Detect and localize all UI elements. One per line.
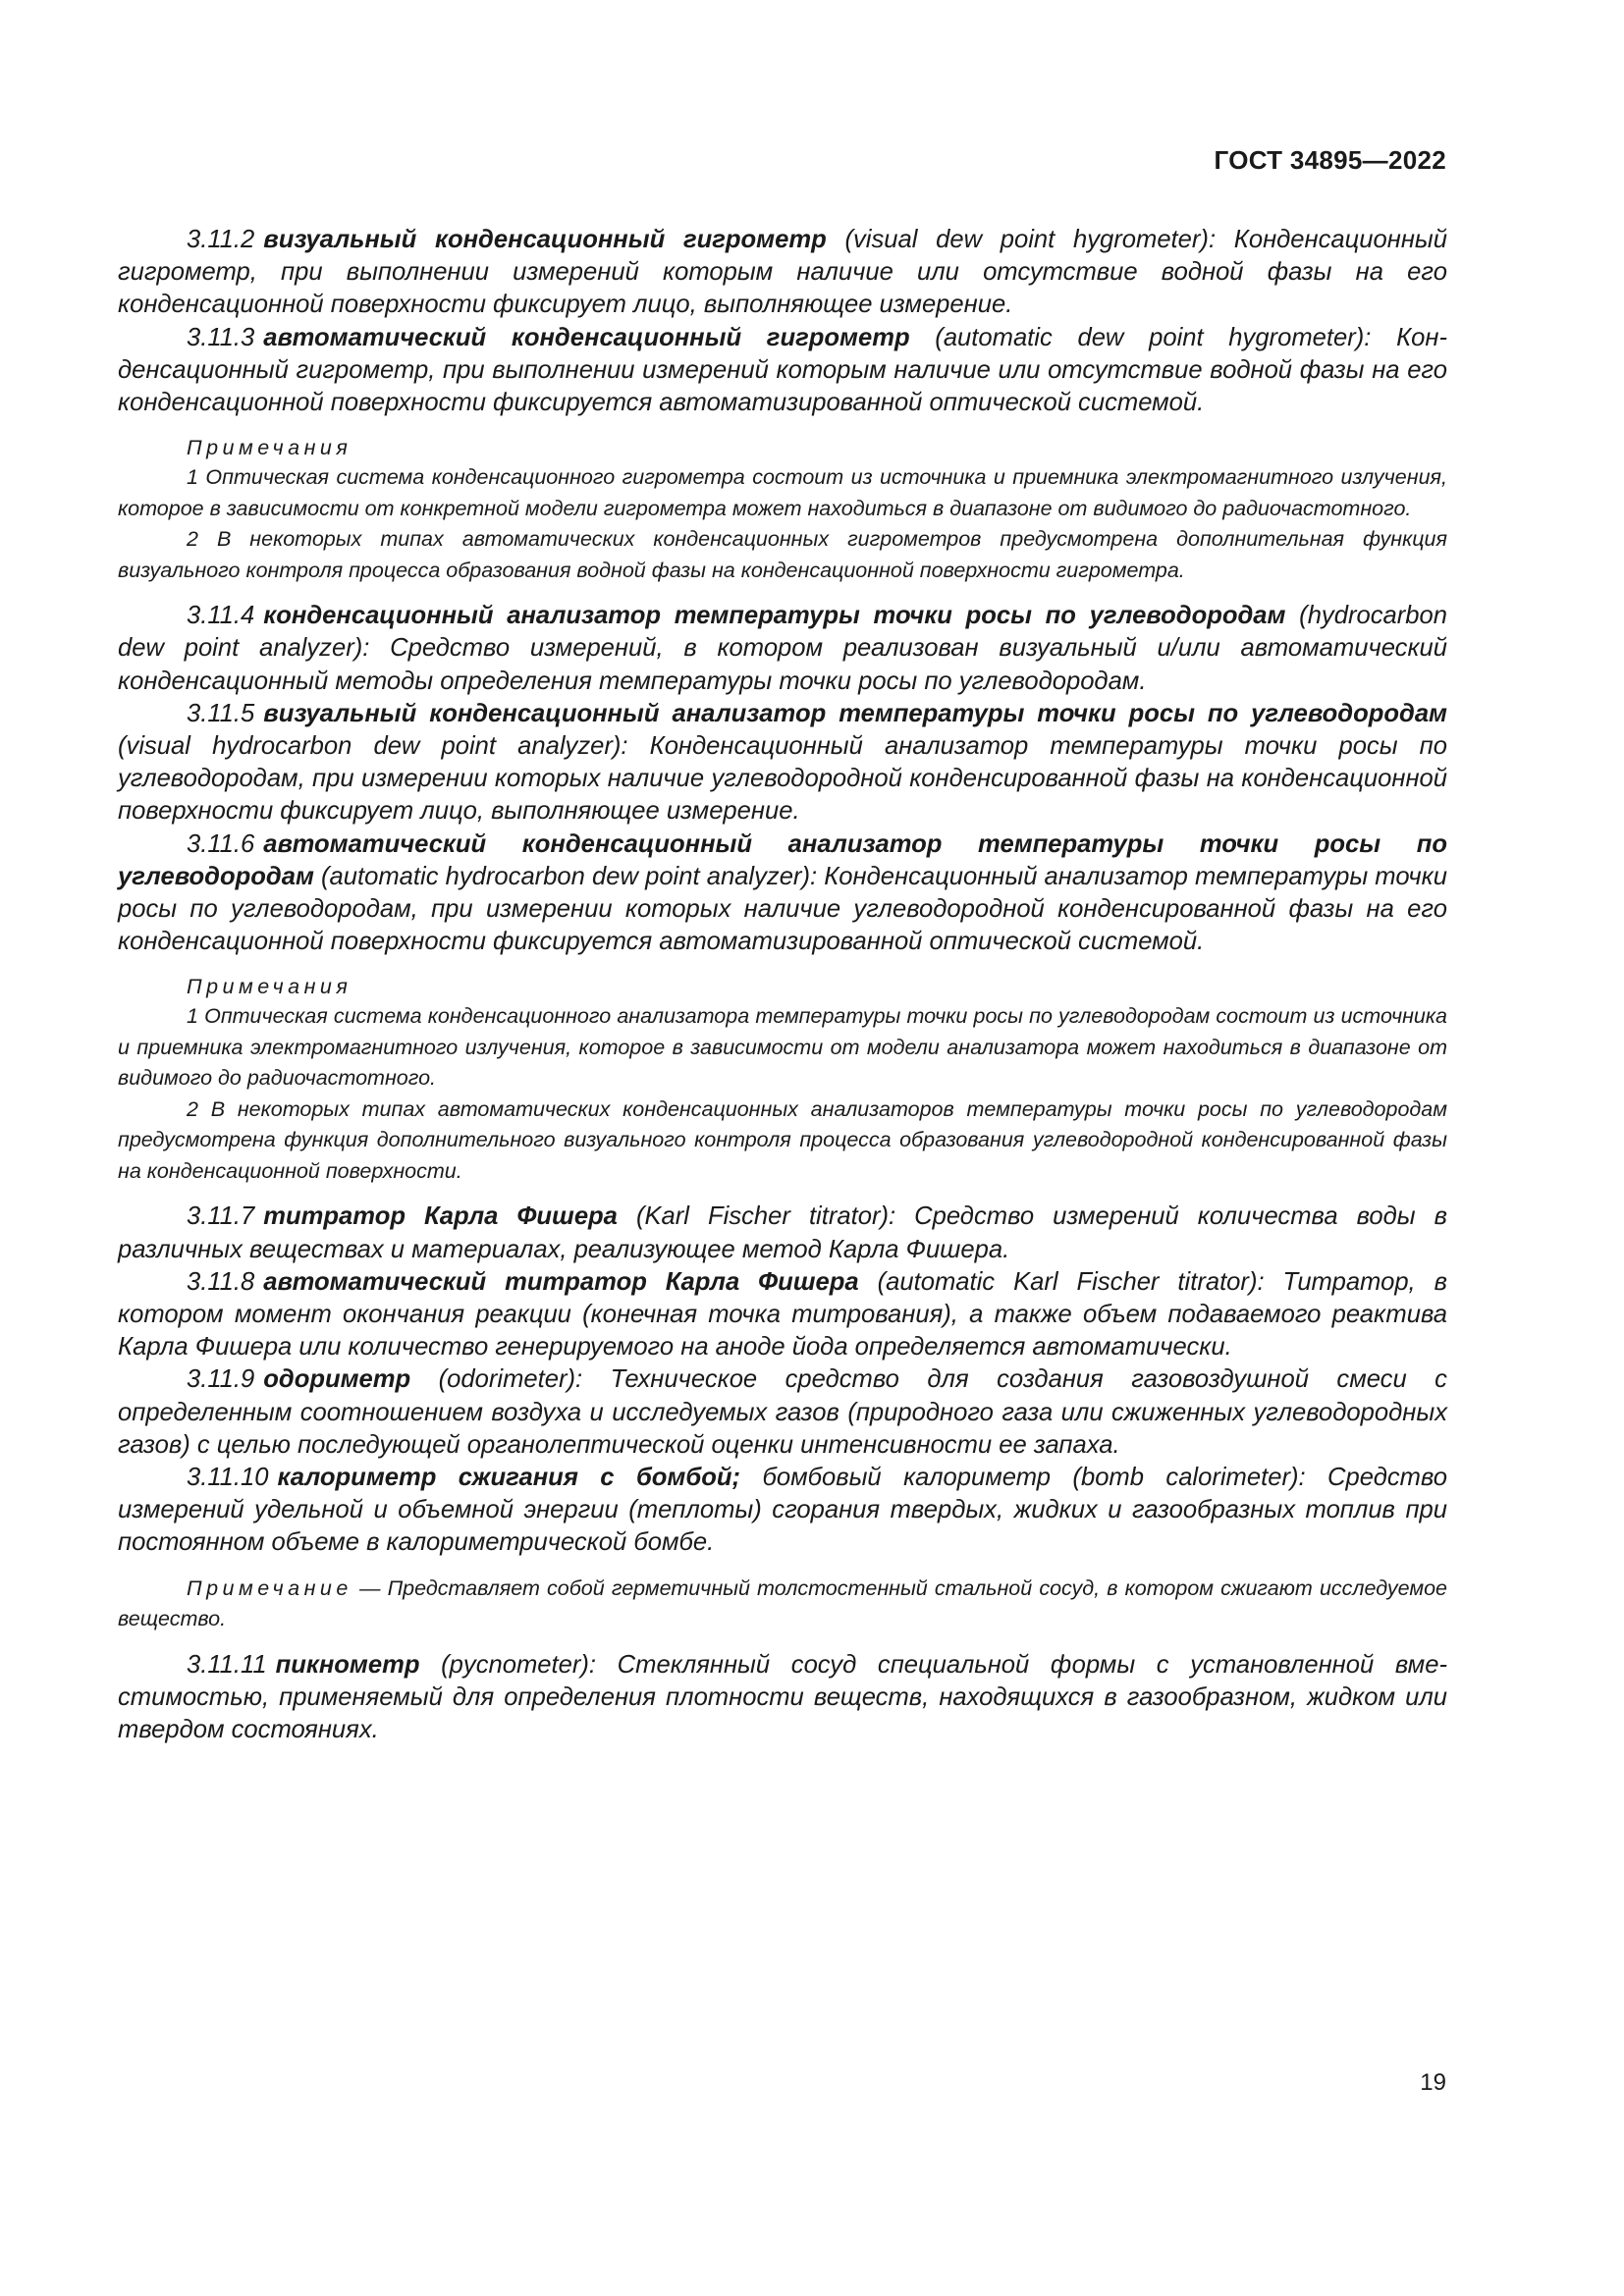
term-3-11-2 [118,224,1447,322]
term-definition: (odorimeter): Техническое средство для создания газовоздушной смеси с определенным соотношением воздуха и исследуемых газов (природного газа или сжиженных углеводородных газов) с целью последующей органолептической оценки интенсивности ее запаха. [118,1365,1447,1459]
term-number: 3.11.7 [187,1202,255,1231]
term-definition: (hydrocarbon dew point analyzer): Средство измерений, в котором реализован визуальный и/или автоматический конденсационный методы определения температуры точки росы по углеводородам. [118,602,1447,695]
term-3-11-5 [118,698,1447,828]
page-number: 19 [1420,2069,1446,2096]
term-name: автоматический конденсационный анализатор температуры точки росы по углеводородам [118,829,1447,890]
term-number: 3.11.5 [187,699,255,727]
term-number: 3.11.8 [187,1267,255,1296]
term-number: 3.11.3 [187,323,255,351]
term-3-11-3 [118,322,1447,420]
document-code: ГОСТ 34895—2022 [1214,145,1446,175]
term-definition: (pycnometer): Стеклянный сосуд специальной формы с установленной вместимостью, применяемый для определения плотности веществ, находящихся в газообразном, жидком или твердом состояниях. [118,1650,1447,1744]
term-name: одориметр [263,1365,411,1394]
term-definition: (automatic hydrocarbon dew point analyzer): Конденсационный анализатор температуры точки росы по углеводородам, при измерении которых наличие углеводородной конденсированной фазы на его конденсационной поверхности фиксируется автоматизированной оптической системой. [118,862,1447,956]
term-number: 3.11.6 [187,829,255,858]
note-item: 1 Оптическая система конденсационного анализатора температуры точки росы по углеводородам состоит из источника и приемника электромагнитного излучения, которое в зависимости от модели анализатора может находиться в диапазоне от видимого до радиочастотного. [118,1004,1447,1091]
notes-title: Примечания [187,975,352,999]
term-3-11-11 [118,1649,1447,1747]
term-name: пикнометр [275,1650,420,1679]
note-item [118,1574,1447,1635]
note-item: 2 В некоторых типах автоматических конденсационных гигрометров предусмотрена дополнительная функция визуального контроля процесса образования водной фазы на конденсационной поверхности гигрометра. [118,527,1447,582]
term-3-11-6 [118,828,1447,959]
term-3-11-9 [118,1363,1447,1462]
term-3-11-4 [118,600,1447,698]
page-content [118,224,1447,1746]
term-definition: бомбовый калориметр (bomb calorimeter): Средство измерений удельной и объемной энергии (теплоты) сгорания твердых, жидких и газообразных топлив при постоянном объеме в калориметрической бомбе. [118,1464,1447,1557]
term-number: 3.11.9 [187,1365,255,1394]
term-name: визуальный конденсационный анализатор температуры точки росы по углеводородам [263,699,1447,727]
term-definition: (visual dew point hygrometer): Конденсационный гигрометр, при выполнении измерений которым наличие или отсутствие водной фазы на его конденсационной поверхности фиксирует лицо, выполняющее измерение. [118,226,1447,319]
term-definition: (visual hydrocarbon dew point analyzer): Конденсационный анализатор температуры точки росы по углеводородам, при измерении которых наличие углеводородной конденсированной фазы на конденсационной поверхности фиксирует лицо, выполняющее измерение. [118,732,1447,826]
notes-title: Примечания [187,436,352,460]
term-definition: (automatic Karl Fischer titrator): Титратор, в котором момент окончания реакции (конечная точка титрования), а также объем подаваемого реактива Карла Фишера или количество генерируемого на аноде йода определяется автоматически. [118,1267,1447,1362]
term-name: визуальный конденсационный гигрометр [263,226,827,253]
term-number: 3.11.2 [187,226,255,253]
term-number: 3.11.11 [187,1650,267,1679]
term-3-11-7 [118,1201,1447,1265]
term-name: калориметр сжигания с бомбой; [277,1464,741,1492]
term-name: конденсационный анализатор температуры точки росы по углеводородам [263,602,1286,630]
notes-block-2 [118,972,1447,1187]
term-number: 3.11.10 [187,1464,269,1492]
term-name: титратор Карла Фишера [263,1202,618,1231]
term-name: автоматический титратор Карла Фишера [263,1267,859,1296]
notes-block-3 [118,1574,1447,1635]
term-number: 3.11.4 [187,602,255,630]
note-item: 2 В некоторых типах автоматических конденсационных анализаторов температуры точки росы по углеводородам предусмотрена функция дополнительного визуального контроля процесса образования углеводородной конденсированной фазы на конденсационной поверхности. [118,1096,1447,1183]
note-title: Примечание [187,1575,352,1600]
notes-block-1 [118,433,1447,586]
note-item: 1 Оптическая система конденсационного гигрометра состоит из источника и приемника электромагнитного излучения, которое в зависимости от конкретной модели гигрометра может находиться в диапазоне от видимого до радиочастотного. [118,465,1447,520]
term-definition: (automatic dew point hygrometer): Конденсационный гигрометр, при выполнении измерений которым наличие или отсутствие водной фазы на его конденсационной поверхности фиксируется автоматизированной оптической системой. [118,323,1447,417]
term-3-11-8 [118,1266,1447,1364]
term-3-11-10 [118,1462,1447,1560]
term-name: автоматический конденсационный гигрометр [263,323,910,351]
note-text: — Представляет собой герметичный толстостенный стальной сосуд, в котором сжигают исследуемое вещество. [118,1575,1447,1631]
term-definition: (Karl Fischer titrator): Средство измерений количества воды в различных веществах и материалах, реализующее метод Карла Фишера. [118,1202,1447,1263]
